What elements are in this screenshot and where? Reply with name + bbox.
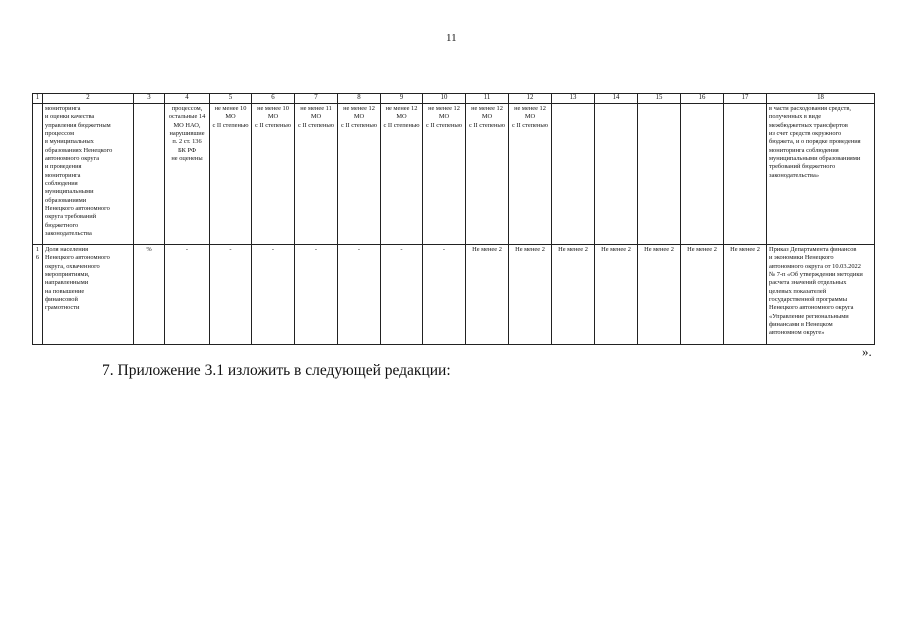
column-number-header: 16	[681, 94, 724, 104]
table-header-row	[33, 94, 875, 104]
column-number-header: 6	[252, 94, 295, 104]
table-cell: Не менее 2	[595, 245, 638, 345]
table-cell: мониторинга и оценки качества управления бюджетным процессом в муниципальных образованиях Ненецкого автономного округа и проведения мониторинга соблюдения муниципальными образованиями Ненецкого автономного округа требований бюджетного законодательства	[43, 104, 134, 245]
table-cell	[33, 104, 43, 245]
table-cell: Не менее 2	[466, 245, 509, 345]
table-cell: Не менее 2	[509, 245, 552, 345]
table-cell: -	[338, 245, 381, 345]
section-heading: 7. Приложение 3.1 изложить в следующей редакции:	[102, 362, 451, 379]
closing-quote: ».	[862, 344, 872, 359]
table-cell	[595, 104, 638, 245]
table-cell: Не менее 2	[638, 245, 681, 345]
table-cell: -	[295, 245, 338, 345]
table-cell: -	[381, 245, 423, 345]
table-row	[33, 245, 875, 345]
table-cell: -	[165, 245, 210, 345]
table-cell	[638, 104, 681, 245]
table-row	[33, 104, 875, 245]
column-number-header: 9	[381, 94, 423, 104]
table-cell: не менее 10 МО с II степенью	[210, 104, 252, 245]
table-cell: Приказ Департамента финансов и экономики Ненецкого автономного округа от 10.03.2022 № 7-п «Об утверждении методики расчета значений отдельных целевых показателей государственной программы Ненецкого автономного округа «Управление региональными финансами в Ненецком автономном округе»	[767, 245, 875, 345]
column-number-header: 3	[134, 94, 165, 104]
table-cell	[724, 104, 767, 245]
column-number-header: 7	[295, 94, 338, 104]
table-cell: -	[423, 245, 466, 345]
table-cell: 16	[33, 245, 43, 345]
column-number-header: 11	[466, 94, 509, 104]
table-cell: не менее 11 МО с II степенью	[295, 104, 338, 245]
table-cell: не менее 10 МО с II степенью	[252, 104, 295, 245]
column-number-header: 18	[767, 94, 875, 104]
table-cell: процессом, остальные 14 МО НАО, нарушившие п. 2 ст. 136 БК РФ не оценены	[165, 104, 210, 245]
table-cell: не менее 12 МО с II степенью	[338, 104, 381, 245]
column-number-header: 12	[509, 94, 552, 104]
column-number-header: 14	[595, 94, 638, 104]
column-number-header: 2	[43, 94, 134, 104]
column-number-header: 10	[423, 94, 466, 104]
program-indicators-table	[32, 93, 875, 345]
table-cell: не менее 12 МО с II степенью	[423, 104, 466, 245]
table-cell: Доля населения Ненецкого автономного округа, охваченного мероприятиями, направленными на повышение финансовой грамотности	[43, 245, 134, 345]
column-number-header: 8	[338, 94, 381, 104]
table-cell: Не менее 2	[681, 245, 724, 345]
column-number-header: 4	[165, 94, 210, 104]
table-cell: Не менее 2	[724, 245, 767, 345]
column-number-header: 15	[638, 94, 681, 104]
column-number-header: 1	[33, 94, 43, 104]
table-cell: в части расходования средств, полученных в виде межбюджетных трансфертов из счет средств окружного бюджета, и о порядке проведения мониторинга соблюдения муниципальными образованиями требований бюджетного законодательства»	[767, 104, 875, 245]
table-cell	[134, 104, 165, 245]
table-cell: -	[252, 245, 295, 345]
table-cell: %	[134, 245, 165, 345]
table-cell: не менее 12 МО с II степенью	[381, 104, 423, 245]
column-number-header: 13	[552, 94, 595, 104]
table-cell	[681, 104, 724, 245]
table-cell: -	[210, 245, 252, 345]
table-cell	[552, 104, 595, 245]
table-cell: не менее 12 МО с II степенью	[466, 104, 509, 245]
table-cell: не менее 12 МО с II степенью	[509, 104, 552, 245]
column-number-header: 17	[724, 94, 767, 104]
page-number: 11	[446, 32, 457, 44]
column-number-header: 5	[210, 94, 252, 104]
table-cell: Не менее 2	[552, 245, 595, 345]
